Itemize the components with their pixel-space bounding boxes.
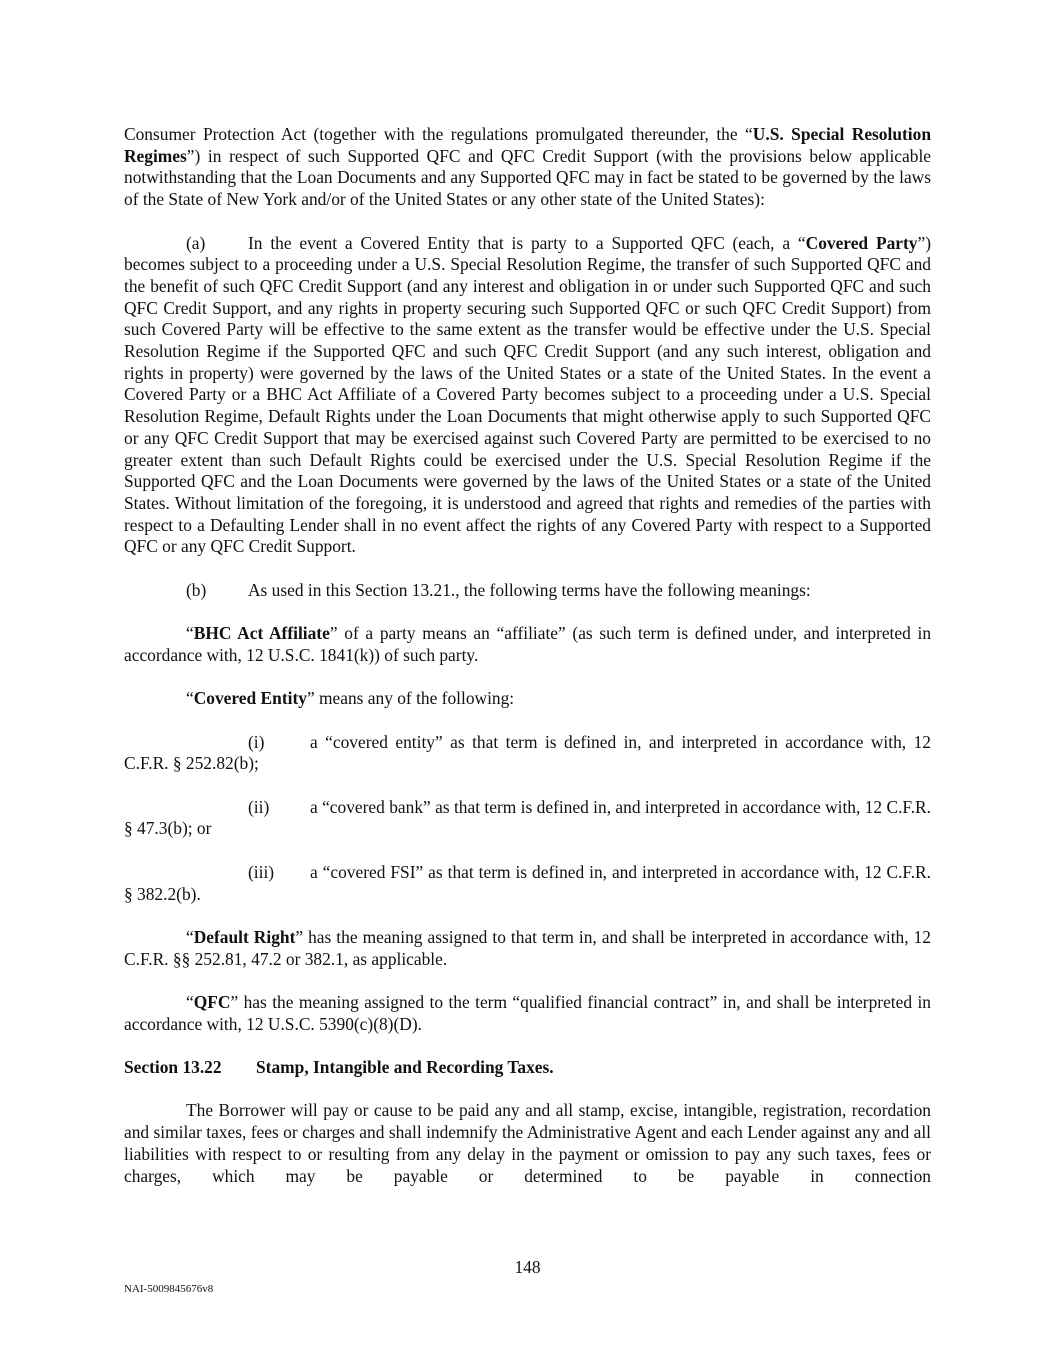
- open-quote: “: [186, 688, 194, 709]
- page-number: 148: [514, 1257, 541, 1277]
- document-id: NAI-5009845676v8: [124, 1283, 214, 1295]
- section-body-text: The Borrower will pay or cause to be paid any and all stamp, excise, intangible, registration, recordation and similar taxes, fees or charges and shall indemnify the Administrative Agent and each Lender against any and all liabilities with respect to or resulting from any delay in the payment or omission to pay any such taxes, fees or charges, which may be payable or determined to be payable in connection: [124, 1100, 931, 1186]
- open-quote: “: [186, 623, 194, 644]
- paragraph-b-text: As used in this Section 13.21., the following terms have the following meanings:: [248, 579, 811, 600]
- section-heading: [124, 1057, 931, 1079]
- definition-text: ” of a party means an “affiliate” (as such term is defined under, and interpreted in accordance with, 12 U.S.C. 1841(k)) of such party.: [124, 623, 932, 665]
- item-text: a “covered entity” as that term is defined in, and interpreted in accordance with, 12 C.F.R. § 252.82(b);: [124, 731, 931, 774]
- definition-covered-entity: [124, 688, 931, 710]
- covered-entity-item-ii: [124, 797, 931, 840]
- section-13-22-body: [124, 1100, 931, 1187]
- defined-term-qfc: QFC: [193, 991, 231, 1012]
- definition-qfc: [124, 992, 931, 1035]
- paragraph-a-text-start: In the event a Covered Entity that is party to a Supported QFC (each, a “: [248, 232, 806, 253]
- intro-text-end: ”) in respect of such Supported QFC and QFC Credit Support (with the provisions below applicable notwithstanding that the Loan Documents and any Supported QFC may in fact be stated to be governed by the laws of the State of New York and/or of the United States or any other state of the United States):: [124, 145, 931, 210]
- paragraph-b: [124, 580, 931, 602]
- definition-text: ” has the meaning assigned to that term in, and shall be interpreted in accordance with, 12 C.F.R. §§ 252.81, 47.2 or 382.1, as applicable.: [124, 926, 931, 969]
- covered-entity-item-i: [124, 732, 931, 775]
- defined-term-default-right: Default Right: [193, 926, 296, 947]
- paragraph-a: [124, 233, 931, 559]
- item-label: (ii): [248, 796, 270, 817]
- defined-term-bhc-act-affiliate: BHC Act Affiliate: [193, 623, 330, 644]
- section-number: Section 13.22: [124, 1057, 222, 1078]
- open-quote: “: [186, 926, 194, 947]
- item-label: (iii): [248, 861, 275, 882]
- open-quote: “: [186, 991, 194, 1012]
- definition-default-right: [124, 927, 931, 970]
- defined-term-covered-party: Covered Party: [805, 232, 918, 253]
- intro-text-start: Consumer Protection Act (together with the regulations promulgated thereunder, the “: [124, 124, 753, 144]
- defined-term-us-special-resolution-regimes: U.S. Special Resolution Regimes: [124, 124, 931, 166]
- intro-paragraph: [124, 124, 931, 211]
- paragraph-b-label: (b): [186, 579, 207, 600]
- covered-entity-item-iii: [124, 862, 931, 905]
- defined-term-covered-entity: Covered Entity: [193, 688, 307, 709]
- definition-bhc-act-affiliate: [124, 623, 931, 666]
- definition-text: ” means any of the following:: [306, 688, 515, 709]
- item-text: a “covered bank” as that term is defined in, and interpreted in accordance with, 12 C.F.R. § 47.3(b); or: [124, 796, 931, 839]
- section-title: Stamp, Intangible and Recording Taxes.: [256, 1057, 554, 1078]
- item-text: a “covered FSI” as that term is defined in, and interpreted in accordance with, 12 C.F.R. § 382.2(b).: [124, 861, 931, 904]
- paragraph-a-label: (a): [186, 232, 206, 253]
- document-page: [124, 124, 931, 1209]
- definition-text: ” has the meaning assigned to the term “qualified financial contract” in, and shall be interpreted in accordance with, 12 U.S.C. 5390(c)(8)(D).: [124, 991, 931, 1034]
- paragraph-a-text-end: ”) becomes subject to a proceeding under a U.S. Special Resolution Regime, the transfer of such Supported QFC and the benefit of such QFC Credit Support (and any interest and obligation in or under such Supported QFC and such QFC Credit Support, and any rights in property securing such Supported QFC or such QFC Credit Support) from such Covered Party will be effective to the same extent as the transfer would be effective under the U.S. Special Resolution Regime if the Supported QFC and such QFC Credit Support (and any such interest, obligation and rights in property) were governed by the laws of the United States or a state of the United States. In the event a Covered Party or a BHC Act Affiliate of a Covered Party becomes subject to a proceeding under a U.S. Special Resolution Regime, Default Rights under the Loan Documents that might otherwise apply to such Supported QFC or any QFC Credit Support that may be exercised against such Covered Party are permitted to be exercised to no greater extent than such Default Rights could be exercised under the U.S. Special Resolution Regime if the Supported QFC and the Loan Documents were governed by the laws of the United States or a state of the United States. Without limitation of the foregoing, it is understood and agreed that rights and remedies of the parties with respect to a Defaulting Lender shall in no event affect the rights of any Covered Party with respect to a Supported QFC or any QFC Credit Support.: [124, 232, 931, 557]
- item-label: (i): [248, 731, 265, 752]
